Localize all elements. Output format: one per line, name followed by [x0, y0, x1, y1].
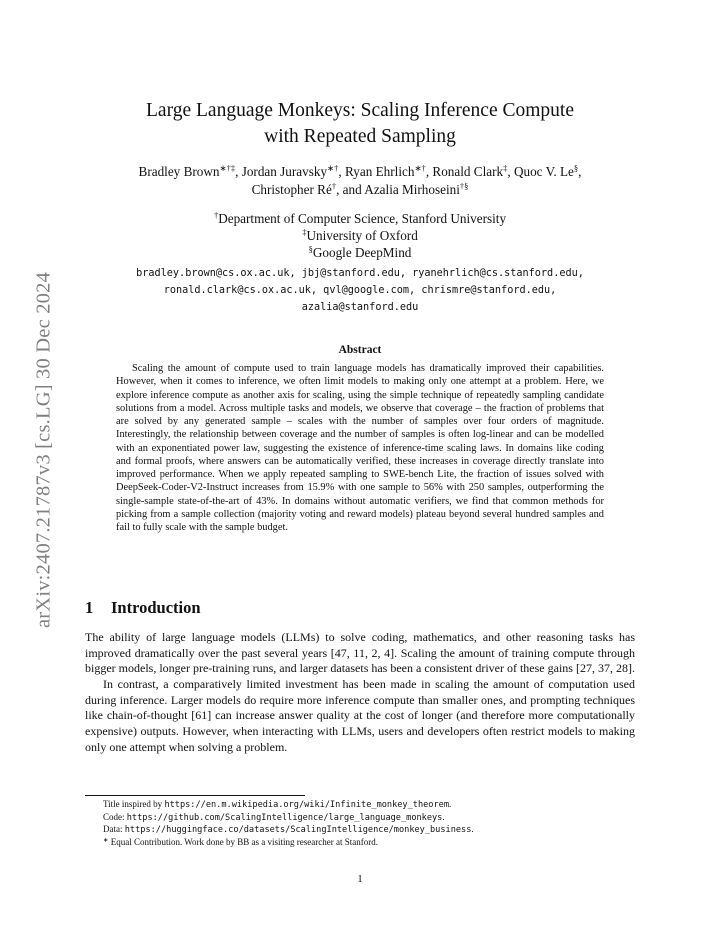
footnote-mark: ∗	[103, 837, 109, 845]
affiliation-stanford	[85, 210, 635, 227]
affiliations	[85, 210, 635, 261]
affiliation-deepmind	[85, 244, 635, 261]
footnote-link[interactable]: https://huggingface.co/datasets/ScalingIntelligence/monkey_business	[124, 825, 472, 836]
author-emails	[85, 265, 635, 316]
intro-paragraph-1: The ability of large language models (LLMs) to solve coding, mathematics, and other reasoning tasks has improved dramatically over the past several years [47, 11, 2, 4]. Scaling the amount of training compute through bigger models, longer pre-training runs, and larger datasets has been a consistent driver of these gains [27, 37, 28].	[85, 630, 635, 676]
author-name: Ronald Clark	[432, 164, 504, 179]
author-name: Bradley Brown	[138, 164, 220, 179]
affiliation-mark: §	[308, 244, 313, 254]
author-mark: §	[573, 163, 579, 173]
footnote-code	[85, 812, 635, 825]
title-line-1: Large Language Monkeys: Scaling Inference Compute	[146, 100, 574, 121]
affiliation-mark: †	[213, 210, 219, 220]
footnote-text: Equal Contribution. Work done by BB as a visiting researcher at Stanford.	[110, 837, 379, 848]
footnotes	[85, 799, 635, 849]
footnote-equal-contribution	[85, 837, 635, 849]
footnote-link[interactable]: https://en.m.wikipedia.org/wiki/Infinite_monkey_theorem	[164, 800, 450, 810]
footnote-rule	[85, 795, 305, 796]
email-line-2: ronald.clark@cs.ox.ac.uk, qvl@google.com, chrismre@stanford.edu,	[163, 285, 557, 296]
footnote-data	[85, 824, 635, 837]
intro-paragraph-2: In contrast, a comparatively limited investment has been made in scaling the amount of computation used during inference. Larger models do require more inference compute than smaller ones, and prompting techniques like chain-of-thought [61] can increase answer quality at the cost of longer (and therefore more computationally expensive) outputs. However, when interacting with LLMs, users and developers often restrict models to making only one attempt when solving a problem.	[85, 676, 635, 754]
footnote-period: .	[471, 824, 474, 835]
affiliation-name: Google DeepMind	[312, 245, 412, 260]
introduction-body	[85, 630, 635, 755]
author-mark: ∗†	[414, 163, 426, 173]
footnote-period: .	[442, 811, 445, 822]
title-line-2: with Repeated Sampling	[264, 126, 456, 147]
author-conjunction: and	[342, 182, 362, 197]
author-mark: ∗†‡	[219, 163, 236, 173]
footnote-title	[85, 799, 635, 812]
affiliation-mark: ‡	[302, 227, 307, 237]
footnote-link[interactable]: https://github.com/ScalingIntelligence/large_language_monkeys	[126, 812, 443, 823]
section-title: Introduction	[111, 598, 201, 617]
author-line-2: Christopher Ré†, and Azalia Mirhoseini†§	[251, 181, 469, 197]
footnote-label: Data:	[103, 824, 123, 835]
affiliation-name: University of Oxford	[306, 228, 418, 243]
footnote-label: Code:	[103, 811, 125, 822]
footnote-label: Title inspired by	[103, 799, 163, 809]
section-number: 1	[85, 598, 94, 617]
abstract-text: Scaling the amount of compute used to train language models has dramatically improved their capabilities. However, when it comes to inference, we often limit models to making only one attempt at a problem. Here, we explore inference compute as another axis for scaling, using the simple technique of repeatedly sampling candidate solutions from a model. Across multiple tasks and models, we observe that coverage – the fraction of problems that are solved by any generated sample – scales with the number of samples over four orders of magnitude. Interestingly, the relationship between coverage and the number of samples is often log-linear and can be modelled with an exponentiated power law, suggesting the existence of inference-time scaling laws. In domains like coding and formal proofs, where answers can be automatically verified, these increases in coverage directly translate into improved performance. When we apply repeated sampling to SWE-bench Lite, the fraction of issues solved with DeepSeek-Coder-V2-Instruct increases from 15.9% with one sample to 56% with 250 samples, outperforming the single-sample state-of-the-art of 43%. In domains without automatic verifiers, we find that common methods for picking from a sample collection (majority voting and reward models) plateau beyond several hundred samples and fail to fully scale with the sample budget.	[116, 363, 604, 533]
author-line-1: Bradley Brown∗†‡, Jordan Juravsky∗†, Ryan Ehrlich∗†, Ronald Clark‡, Quoc V. Le§,	[138, 163, 582, 179]
abstract-heading: Abstract	[338, 344, 382, 356]
author-name: Azalia Mirhoseini	[364, 182, 460, 197]
footnote-period: .	[449, 799, 452, 809]
paper-title	[85, 98, 635, 150]
author-mark: ‡	[503, 163, 508, 173]
author-name: Christopher Ré	[251, 182, 332, 197]
affiliation-name: Department of Computer Science, Stanford University	[218, 211, 507, 226]
author-name: Quoc V. Le	[513, 164, 574, 179]
section-heading-introduction	[85, 598, 201, 618]
author-list	[85, 163, 635, 199]
author-mark: ∗†	[327, 163, 339, 173]
author-name: Jordan Juravsky	[241, 164, 328, 179]
author-mark: †	[331, 181, 337, 191]
affiliation-oxford	[85, 227, 635, 244]
author-name: Ryan Ehrlich	[345, 164, 415, 179]
author-mark: †§	[459, 181, 469, 191]
arxiv-stamp: arXiv:2407.21787v3 [cs.LG] 30 Dec 2024	[32, 271, 55, 629]
page-number: 1	[357, 873, 363, 885]
email-line-1: bradley.brown@cs.ox.ac.uk, jbj@stanford.edu, ryanehrlich@cs.stanford.edu,	[136, 268, 584, 279]
email-line-3: azalia@stanford.edu	[301, 302, 419, 313]
